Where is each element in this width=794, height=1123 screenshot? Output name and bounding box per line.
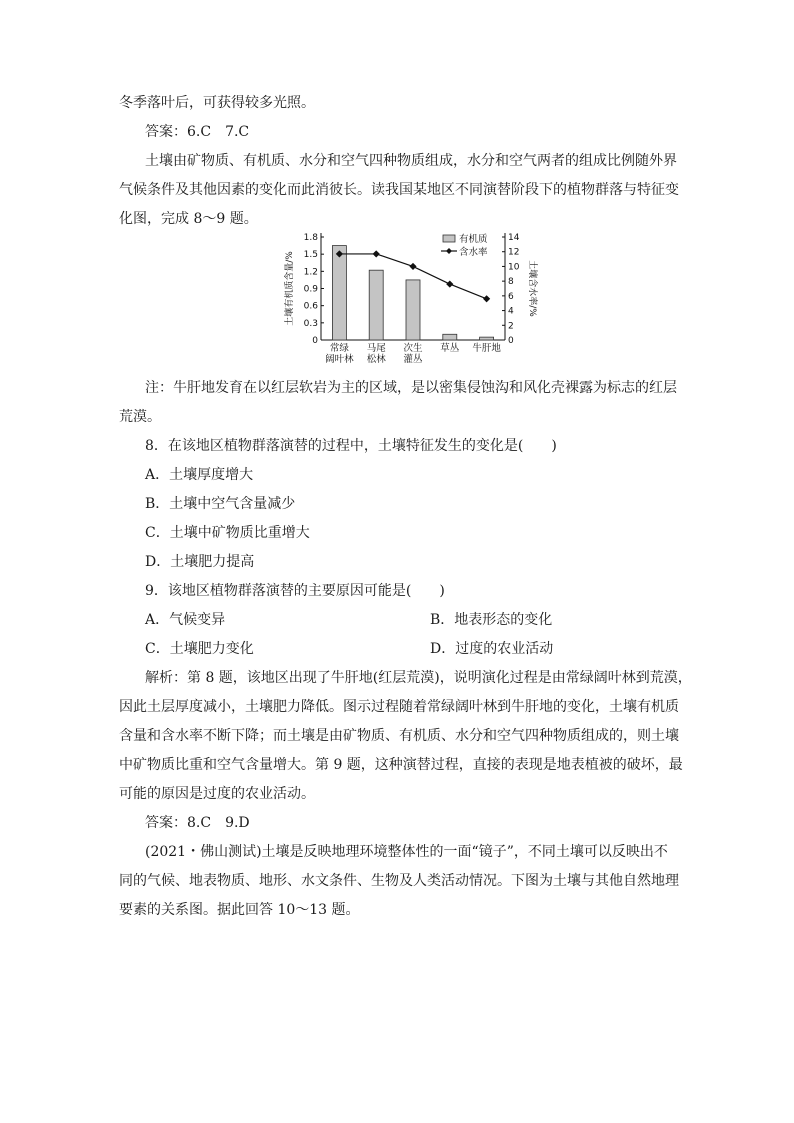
- passage-8-9-line-3: 化图，完成 8～9 题。: [119, 211, 258, 227]
- left-tick-label: 1.5: [303, 250, 318, 261]
- passage-8-9-line-1: 土壤由矿物质、有机质、水分和空气四种物质组成，水分和空气两者的组成比例随外界: [145, 153, 677, 169]
- right-tick-label: 4: [508, 306, 514, 317]
- analysis-line-1: 解析：第 8 题，该地区出现了牛肝地(红层荒漠)，说明演化过程是由常绿阔叶林到荒漠，: [145, 670, 692, 686]
- analysis-line-3: 含量和含水率不断下降；而土壤是由矿物质、有机质、水分和空气四种物质组成的，则土壤: [119, 728, 679, 744]
- right-tick-label: 14: [508, 233, 520, 243]
- x-tick-label: 马尾: [366, 343, 386, 354]
- left-tick-label: 0.9: [303, 284, 318, 295]
- legend-line-label: 含水率: [459, 247, 488, 258]
- question-9-stem: 9．该地区植物群落演替的主要原因可能是( ): [145, 583, 445, 599]
- analysis-line-2: 因此土层厚度减小，土壤肥力降低。图示过程随着常绿阔叶林到牛肝地的变化，土壤有机质: [119, 699, 679, 715]
- intro-tail: 冬季落叶后，可获得较多光照。: [119, 95, 315, 111]
- question-8-option-c: C．土壤中矿物质比重增大: [145, 525, 310, 541]
- question-9-option-d: D．过度的农业活动: [430, 641, 554, 657]
- passage-10-13-line-2: 同的气候、地表物质、地形、水文条件、生物及人类活动情况。下图为土壤与其他自然地理: [119, 873, 679, 889]
- x-tick-label: 草丛: [440, 343, 460, 354]
- question-8-option-d: D．土壤肥力提高: [145, 554, 255, 570]
- passage-10-13-line-1: (2021・佛山测试)土壤是反映地理环境整体性的一面“镜子”，不同土壤可以反映出不: [145, 844, 668, 860]
- bar-organic-matter: [480, 337, 494, 340]
- right-tick-label: 8: [508, 277, 514, 288]
- succession-chart: [283, 225, 537, 367]
- question-9-option-b: B．地表形态的变化: [430, 612, 553, 628]
- right-tick-label: 0: [508, 336, 514, 346]
- note-line-1: 注：牛肝地发育在以红层软岩为主的区域，是以密集侵蚀沟和风化壳裸露为标志的红层: [145, 380, 677, 396]
- question-8-option-a: A．土壤厚度增大: [145, 467, 254, 483]
- legend-line-marker: [446, 248, 452, 254]
- left-tick-label: 1.8: [303, 233, 318, 243]
- bar-organic-matter: [369, 270, 383, 340]
- x-tick-label: 松林: [366, 354, 386, 365]
- passage-8-9-line-2: 气候条件及其他因素的变化而此消彼长。读我国某地区不同演替阶段下的植物群落与特征变: [119, 182, 679, 198]
- left-tick-label: 0: [312, 336, 318, 346]
- left-tick-label: 1.2: [303, 267, 318, 278]
- analysis-line-5: 可能的原因是过度的农业活动。: [119, 786, 315, 802]
- right-tick-label: 10: [508, 262, 520, 273]
- right-tick-label: 6: [508, 291, 514, 302]
- x-tick-label: 次生: [403, 343, 423, 354]
- y-axis-label: 土壤有机质含量/%: [285, 251, 295, 326]
- x-tick-label: 阔叶林: [325, 354, 354, 365]
- y2-axis-label: 土壤含水率/%: [527, 260, 537, 317]
- question-9-option-a: A．气候变异: [145, 612, 226, 628]
- legend-bar-swatch: [443, 235, 455, 242]
- bar-organic-matter: [332, 246, 346, 340]
- bar-organic-matter: [443, 334, 457, 340]
- question-8-stem: 8．在该地区植物群落演替的过程中，土壤特征发生的变化是( ): [145, 438, 557, 454]
- question-8-option-b: B．土壤中空气含量减少: [145, 496, 296, 512]
- question-9-option-c: C．土壤肥力变化: [145, 641, 254, 657]
- analysis-line-4: 中矿物质比重和空气含量增大。第 9 题，这种演替过程，直接的表现是地表植被的破坏，最: [119, 757, 683, 773]
- point-water-content: [446, 280, 453, 287]
- right-tick-label: 12: [508, 247, 520, 258]
- left-tick-label: 0.6: [303, 301, 318, 312]
- x-tick-label: 牛肝地: [472, 343, 501, 354]
- legend-bar-label: 有机质: [459, 234, 488, 245]
- point-water-content: [409, 263, 416, 270]
- passage-10-13-line-3: 要素的关系图。据此回答 10～13 题。: [119, 902, 360, 918]
- x-tick-label: 灌丛: [403, 354, 423, 365]
- answer-6-7: 答案：6.C 7.C: [145, 124, 250, 140]
- left-tick-label: 0.3: [303, 318, 318, 329]
- point-water-content: [483, 295, 490, 302]
- x-tick-label: 常绿: [329, 343, 349, 354]
- note-line-2: 荒漠。: [119, 409, 161, 425]
- bar-organic-matter: [406, 280, 420, 340]
- right-tick-label: 2: [508, 321, 514, 332]
- answer-8-9: 答案：8.C 9.D: [145, 815, 250, 831]
- point-water-content: [373, 250, 380, 257]
